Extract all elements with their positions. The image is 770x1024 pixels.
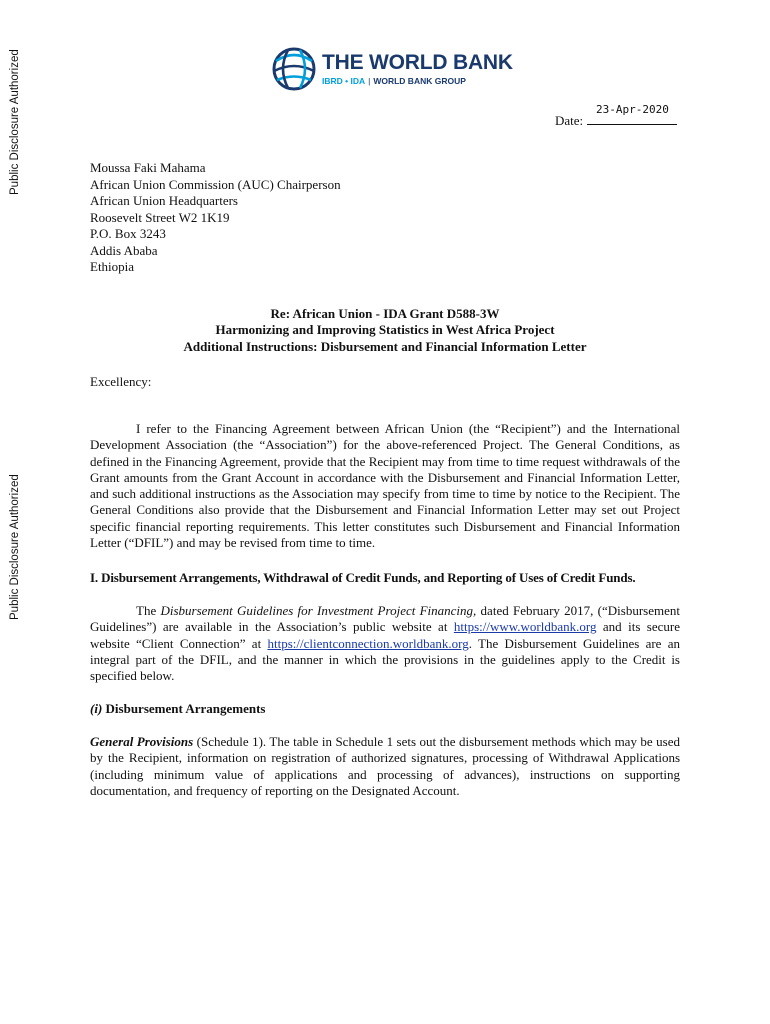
date-stamp: 23-Apr-2020 — [596, 103, 669, 116]
guidelines-pre: The — [136, 603, 161, 618]
addressee-line: Addis Ababa — [90, 242, 158, 258]
guidelines-post: . The Disbursement Guidelines are an integral part of the DFIL, and the manner in which the provisions in the guidelines apply to the Credit is specified below. — [90, 635, 680, 684]
client-connection-link[interactable]: https://clientconnection.worldbank.org — [267, 635, 469, 651]
subject-block — [90, 306, 680, 355]
paragraph-general-provisions — [90, 734, 680, 799]
addressee-line: P.O. Box 3243 — [90, 226, 166, 241]
section-heading: I. Disbursement Arrangements, Withdrawal of Credit Funds, and Reporting of Uses of Credit Funds. — [90, 570, 636, 585]
general-provisions-text: (Schedule 1). The table in Schedule 1 sets out the disbursement methods which may be used by the Recipient, information on registration of authorized signatures, processing of Withdrawal Applications (including minimum value of applications and processing of advances), instructions on supporting documentation, and frequency of reporting on the Designated Account. — [90, 734, 681, 798]
paragraph-intro-text: I refer to the Financing Agreement between African Union (the “Recipient”) and the International Development Association (the “Association”) for the above-referenced Project. The General Conditions, as defined in the Financing Agreement, provide that the Recipient may from time to time request withdrawals of the Grant amounts from the Grant Account in accordance with the Disbursement and Financial Information Letter, and such additional instructions as the Association may specify from time to time by notice to the Recipient. The General Conditions also provide that the Disbursement and Financial Information Letter may set out Project specific financial reporting requirements. This letter constitutes such Disbursement and Financial Information Letter (“DFIL”) and may be revised from time to time. — [90, 421, 680, 551]
world-bank-logo — [270, 45, 513, 93]
watermark-text: Public Disclosure Authorized — [9, 49, 21, 195]
globe-icon — [270, 45, 318, 93]
watermark-text: Public Disclosure Authorized — [9, 474, 21, 620]
addressee-line: Ethiopia — [90, 259, 135, 274]
addressee-line: African Union Headquarters — [90, 193, 238, 208]
logo-group-text: WORLD BANK GROUP — [373, 76, 466, 86]
subject-line: Additional Instructions: Disbursement and Financial Information Letter — [183, 338, 587, 354]
addressee-line: African Union Commission (AUC) Chairperson — [90, 176, 341, 192]
logo-brand-text: THE WORLD BANK — [322, 51, 513, 74]
subsection-heading — [90, 701, 266, 717]
date-label: Date: — [555, 113, 584, 128]
date-line — [555, 113, 677, 129]
logo-ibrd-ida: IBRD • IDA — [322, 76, 366, 86]
date-blank-line — [587, 113, 677, 125]
general-provisions-lead: General Provisions — [90, 734, 194, 749]
worldbank-link[interactable]: https://www.worldbank.org — [453, 619, 597, 635]
logo-separator: | — [368, 76, 371, 86]
subject-line: Re: African Union - IDA Grant D588-3W — [270, 306, 500, 321]
paragraph-intro — [90, 421, 680, 551]
guidelines-title: Disbursement Guidelines for Investment Project Financing, — [160, 603, 477, 618]
salutation: Excellency: — [90, 374, 152, 389]
subsection-number: (i) — [90, 701, 103, 716]
logo-subtitle — [322, 76, 466, 86]
addressee-line: Roosevelt Street W2 1K19 — [90, 209, 230, 225]
addressee-line: Moussa Faki Mahama — [90, 160, 206, 175]
paragraph-guidelines — [90, 603, 680, 684]
addressee-block — [90, 160, 341, 276]
subsection-title: Disbursement Arrangements — [102, 701, 266, 716]
guidelines-mid2: and its secure website “Client Connection” at — [90, 619, 680, 651]
guidelines-mid1: dated February 2017, (“Disbursement Guidelines”) are available in the Association’s public website at — [90, 603, 680, 635]
subject-line: Harmonizing and Improving Statistics in West Africa Project — [215, 322, 555, 338]
